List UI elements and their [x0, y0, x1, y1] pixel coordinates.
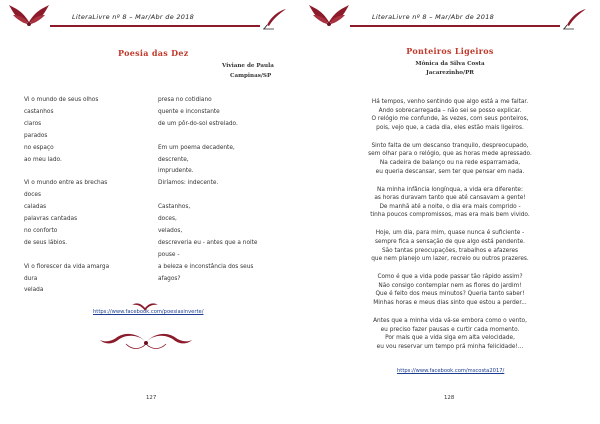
poem-location: Jacarezinho/PR — [426, 70, 474, 76]
poem-line: imprudente. — [158, 168, 194, 175]
poem-line: Vi o mundo entre as brechas — [24, 180, 108, 187]
poem-line: Em um poema decadente, — [158, 144, 235, 151]
poem-line: quente e inconstante — [158, 108, 220, 115]
poem-line: que nem planejo um lazer, recreio ou outros prazeres. — [371, 256, 529, 263]
poem-line: no espaço — [24, 144, 54, 151]
poem-line: doces, — [158, 216, 177, 222]
poem-line: São tantas preocupações, trabalhos e afazeres — [381, 247, 519, 254]
poem-line: sempre fica a sensação de que algo está pendente. — [374, 239, 526, 245]
page-number: 127 — [146, 395, 157, 401]
poem-line: O relógio me confunde, às vezes, com seus ponteiros, — [371, 116, 529, 123]
poem-line: ao meu lado. — [24, 156, 62, 163]
facebook-link[interactable]: https://www.facebook.com/mscosta2017/ — [397, 368, 505, 374]
poem-line: Vi o mundo de seus olhos — [24, 97, 99, 103]
poem-line: dura — [24, 275, 38, 282]
poem-line: presa no cotidiano — [158, 97, 212, 103]
poem-line: Hoje, um dia, para mim, quase nunca é suficiente - — [375, 230, 525, 237]
poem-author: Viviane de Paula — [222, 63, 274, 69]
poem-line: Na minha infância longínqua, a vida era diferente: — [377, 186, 523, 193]
poem-line: Como é que a vida pode passar tão rápido assim? — [377, 274, 523, 281]
poem-line: a beleza e inconstância dos seus — [158, 263, 254, 270]
poem-line: parados — [24, 132, 48, 139]
poem-line: eu preciso fazer pausas e curtir cada momento. — [380, 326, 520, 333]
poem-line: Ando sobrecarregada – não sei se posso explicar. — [378, 107, 522, 114]
poem-line: Que é feito dos meus minutos? Queria tanto saber! — [375, 291, 525, 298]
poem-author: Mônica da Silva Costa — [415, 61, 485, 67]
poem-line: Diríamos: indecente. — [158, 180, 219, 187]
poem-line: Minhas horas e meus dias sinto que estou a perder... — [373, 300, 527, 306]
poem-line: de um pôr-do-sol estrelado. — [158, 120, 238, 127]
poem-line: afagos? — [158, 275, 181, 282]
facebook-link[interactable]: https://www.facebook.com/poesiasinverte/ — [93, 309, 204, 315]
poem-line: eu queria descansar, sem ter que pensar em nada. — [375, 168, 525, 175]
poem-line: Antes que a minha vida vá-se embora como o vento, — [373, 318, 527, 324]
poem-line: Por mais que a vida siga em alta velocidade, — [385, 335, 515, 342]
poem-line: as horas duravam tanto que até cansavam a gente! — [374, 195, 526, 202]
quill-pen-icon — [262, 8, 288, 30]
poem-line: pouse - — [158, 251, 180, 258]
poem-line: De manhã até a noite, o dia era mais comprido - — [379, 203, 521, 210]
poem-line: tinha poucos compromissos, mas era mais bem vivido. — [370, 212, 530, 219]
poem-line: sem olhar para o relógio, que as horas mede apressado. — [368, 151, 532, 158]
poem-line: de seus lábios. — [24, 239, 68, 246]
poem-line: eu vou reservar um tempo prá minha felicidade!... — [376, 343, 524, 350]
poem-line: velados, — [158, 227, 183, 234]
page-number: 128 — [444, 395, 455, 401]
page-header — [304, 4, 596, 32]
poem-line: Castanhos, — [158, 204, 191, 211]
poem-line: descrente, — [158, 156, 189, 163]
header-rule — [350, 25, 560, 27]
poem-line: Na cadeira de balanço ou na rede esparramada, — [379, 160, 521, 166]
header-rule — [50, 25, 260, 27]
poem-title: Poesia das Dez — [118, 48, 189, 58]
header-text: LiteraLivre nº 8 – Mar/Abr de 2018 — [372, 13, 495, 21]
poem-line: pois, vejo que, a cada dia, eles estão mais ligeiros. — [376, 124, 524, 131]
poem-line: Vi o florescer da vida amarga — [24, 263, 110, 270]
poem-line: castanhos — [24, 108, 54, 115]
poem-line: no conforto — [24, 227, 58, 234]
wings-logo-icon — [308, 4, 350, 30]
poem-line: claros — [24, 120, 42, 127]
poem-line: Sinto falta de um descanso tranquilo, despreocupado, — [371, 142, 529, 149]
poem-line: caladas — [24, 204, 47, 211]
poem-line: palavras cantadas — [24, 216, 78, 222]
poem-line: doces — [24, 192, 42, 199]
header-text: LiteraLivre nº 8 – Mar/Abr de 2018 — [72, 13, 195, 21]
poem-line: Não consigo contemplar nem as flores do jardim! — [378, 282, 522, 289]
poem-line: descreveria eu - antes que a noite — [158, 239, 258, 246]
right-page — [300, 0, 600, 424]
poem-line: velada — [24, 287, 44, 294]
poem-line: Há tempos, venho sentindo que algo está a me faltar. — [371, 99, 529, 105]
page-header — [4, 4, 296, 32]
ornament-flourish-icon — [96, 330, 196, 354]
quill-pen-icon — [562, 8, 588, 30]
wings-logo-icon — [8, 4, 50, 30]
poem-location: Campinas/SP — [230, 73, 272, 79]
poem-title: Ponteiros Ligeiros — [406, 46, 494, 56]
